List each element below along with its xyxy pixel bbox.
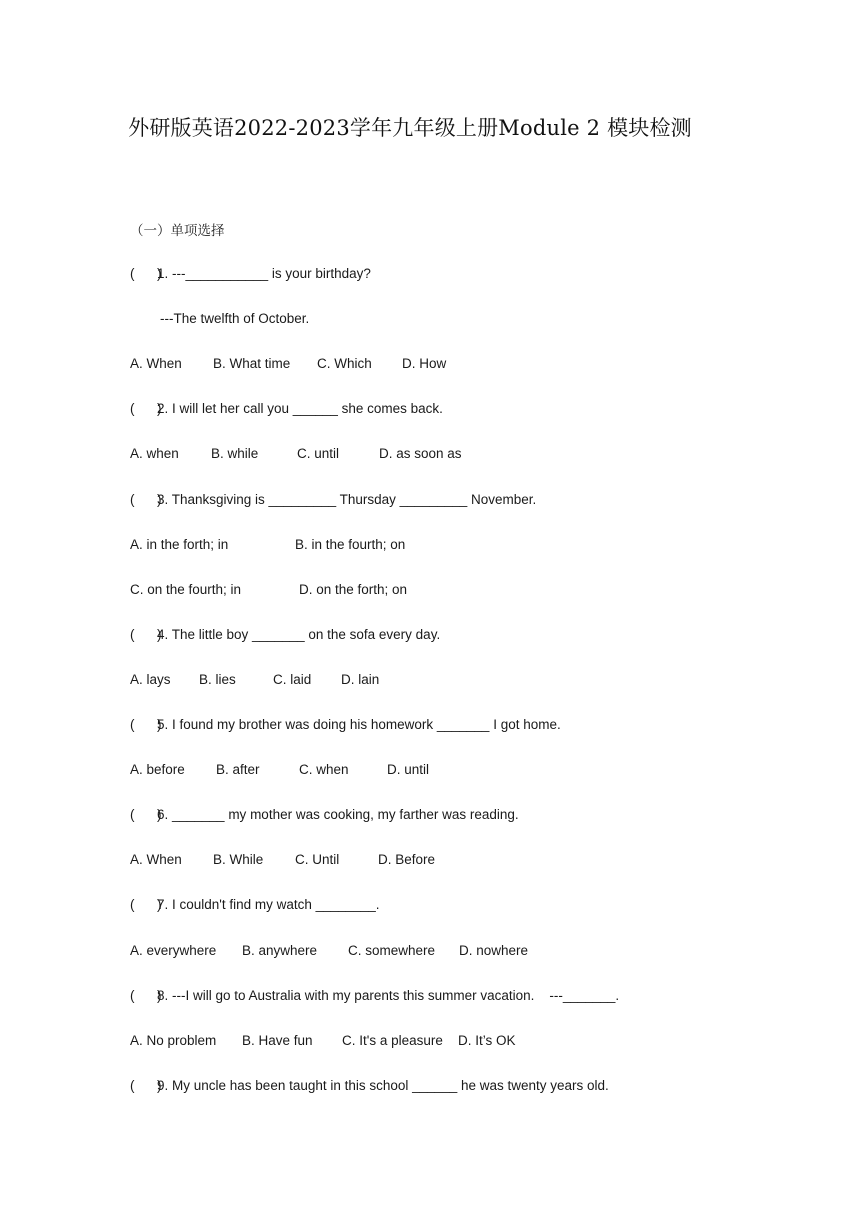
- section-heading: （一）单项选择: [130, 223, 225, 239]
- question-line: [130, 1076, 609, 1096]
- answer-option[interactable]: C. when: [299, 762, 349, 778]
- answer-option[interactable]: B. While: [213, 852, 264, 868]
- answer-bracket[interactable]: ( ): [130, 491, 162, 507]
- question-line: [130, 490, 536, 510]
- question-line: [130, 986, 619, 1006]
- question-text: 4. The little boy _______ on the sofa every day.: [157, 626, 441, 642]
- answer-option[interactable]: A. everywhere: [130, 942, 217, 958]
- answer-option[interactable]: B. anywhere: [242, 942, 318, 958]
- dialogue-line: [130, 309, 309, 329]
- answer-option[interactable]: B. in the fourth; on: [295, 536, 406, 552]
- question-text: 5. I found my brother was doing his homework _______ I got home.: [157, 717, 561, 732]
- answer-option[interactable]: B. lies: [199, 671, 236, 687]
- answer-option[interactable]: D. on the forth; on: [299, 581, 408, 597]
- answer-option[interactable]: D. as soon as: [379, 446, 462, 462]
- answer-option[interactable]: A. before: [130, 762, 185, 778]
- answer-bracket[interactable]: ( ): [130, 626, 162, 642]
- answer-option[interactable]: C. on the fourth; in: [130, 581, 242, 597]
- answer-option[interactable]: C. somewhere: [348, 942, 436, 958]
- page-title: 外研版英语2022-2023学年九年级上册Module 2 模块检测: [128, 116, 692, 140]
- question-text: 6. _______ my mother was cooking, my farther was reading.: [157, 807, 519, 823]
- question-line: [130, 625, 440, 645]
- question-text: 2. I will let her call you ______ she comes back.: [157, 401, 443, 417]
- answer-option[interactable]: A. when: [130, 446, 179, 462]
- answer-option[interactable]: B. while: [211, 446, 259, 462]
- question-line: [130, 715, 561, 735]
- answer-option[interactable]: C. until: [297, 446, 340, 462]
- answer-bracket[interactable]: ( ): [130, 717, 162, 732]
- answer-option[interactable]: C. Which: [317, 356, 372, 372]
- answer-bracket[interactable]: ( ): [130, 897, 162, 913]
- answer-option[interactable]: D. lain: [341, 671, 380, 687]
- answer-option[interactable]: D. nowhere: [459, 942, 529, 958]
- answer-option[interactable]: B. What time: [213, 356, 291, 372]
- question-text: 9. My uncle has been taught in this school ______ he was twenty years old.: [157, 1077, 609, 1093]
- dialogue-text: ---The twelfth of October.: [160, 311, 310, 327]
- answer-option[interactable]: C. Until: [295, 852, 340, 868]
- answer-bracket[interactable]: ( ): [130, 807, 162, 823]
- answer-option[interactable]: B. after: [216, 762, 260, 778]
- answer-option[interactable]: D. It’s OK: [458, 1032, 516, 1048]
- answer-option[interactable]: C. It's a pleasure: [342, 1032, 443, 1048]
- answer-bracket[interactable]: ( ): [130, 1077, 162, 1093]
- answer-bracket[interactable]: ( ): [130, 266, 162, 281]
- answer-option[interactable]: C. laid: [273, 671, 312, 687]
- answer-option[interactable]: A. No problem: [130, 1032, 217, 1048]
- question-line: [130, 399, 443, 419]
- answer-option[interactable]: A. When: [130, 356, 182, 372]
- answer-option[interactable]: A. lays: [130, 671, 171, 687]
- answer-option[interactable]: A. in the forth; in: [130, 536, 229, 552]
- answer-bracket[interactable]: ( ): [130, 401, 162, 417]
- answer-bracket[interactable]: ( ): [130, 987, 162, 1003]
- answer-option[interactable]: B. Have fun: [242, 1032, 313, 1048]
- answer-option[interactable]: A. When: [130, 852, 182, 868]
- question-text: 3. Thanksgiving is _________ Thursday _________ November.: [157, 491, 537, 507]
- question-text: 8. ---I will go to Australia with my parents this summer vacation. ---_______.: [157, 987, 620, 1003]
- answer-option[interactable]: D. Before: [378, 852, 436, 868]
- answer-option[interactable]: D. How: [402, 356, 447, 372]
- answer-option[interactable]: D. until: [387, 762, 430, 778]
- question-text: 1. ---___________ is your birthday?: [157, 266, 371, 281]
- question-line: [130, 895, 379, 915]
- question-line: [130, 264, 371, 284]
- question-text: 7. I couldn't find my watch ________.: [157, 897, 380, 913]
- question-line: [130, 805, 519, 825]
